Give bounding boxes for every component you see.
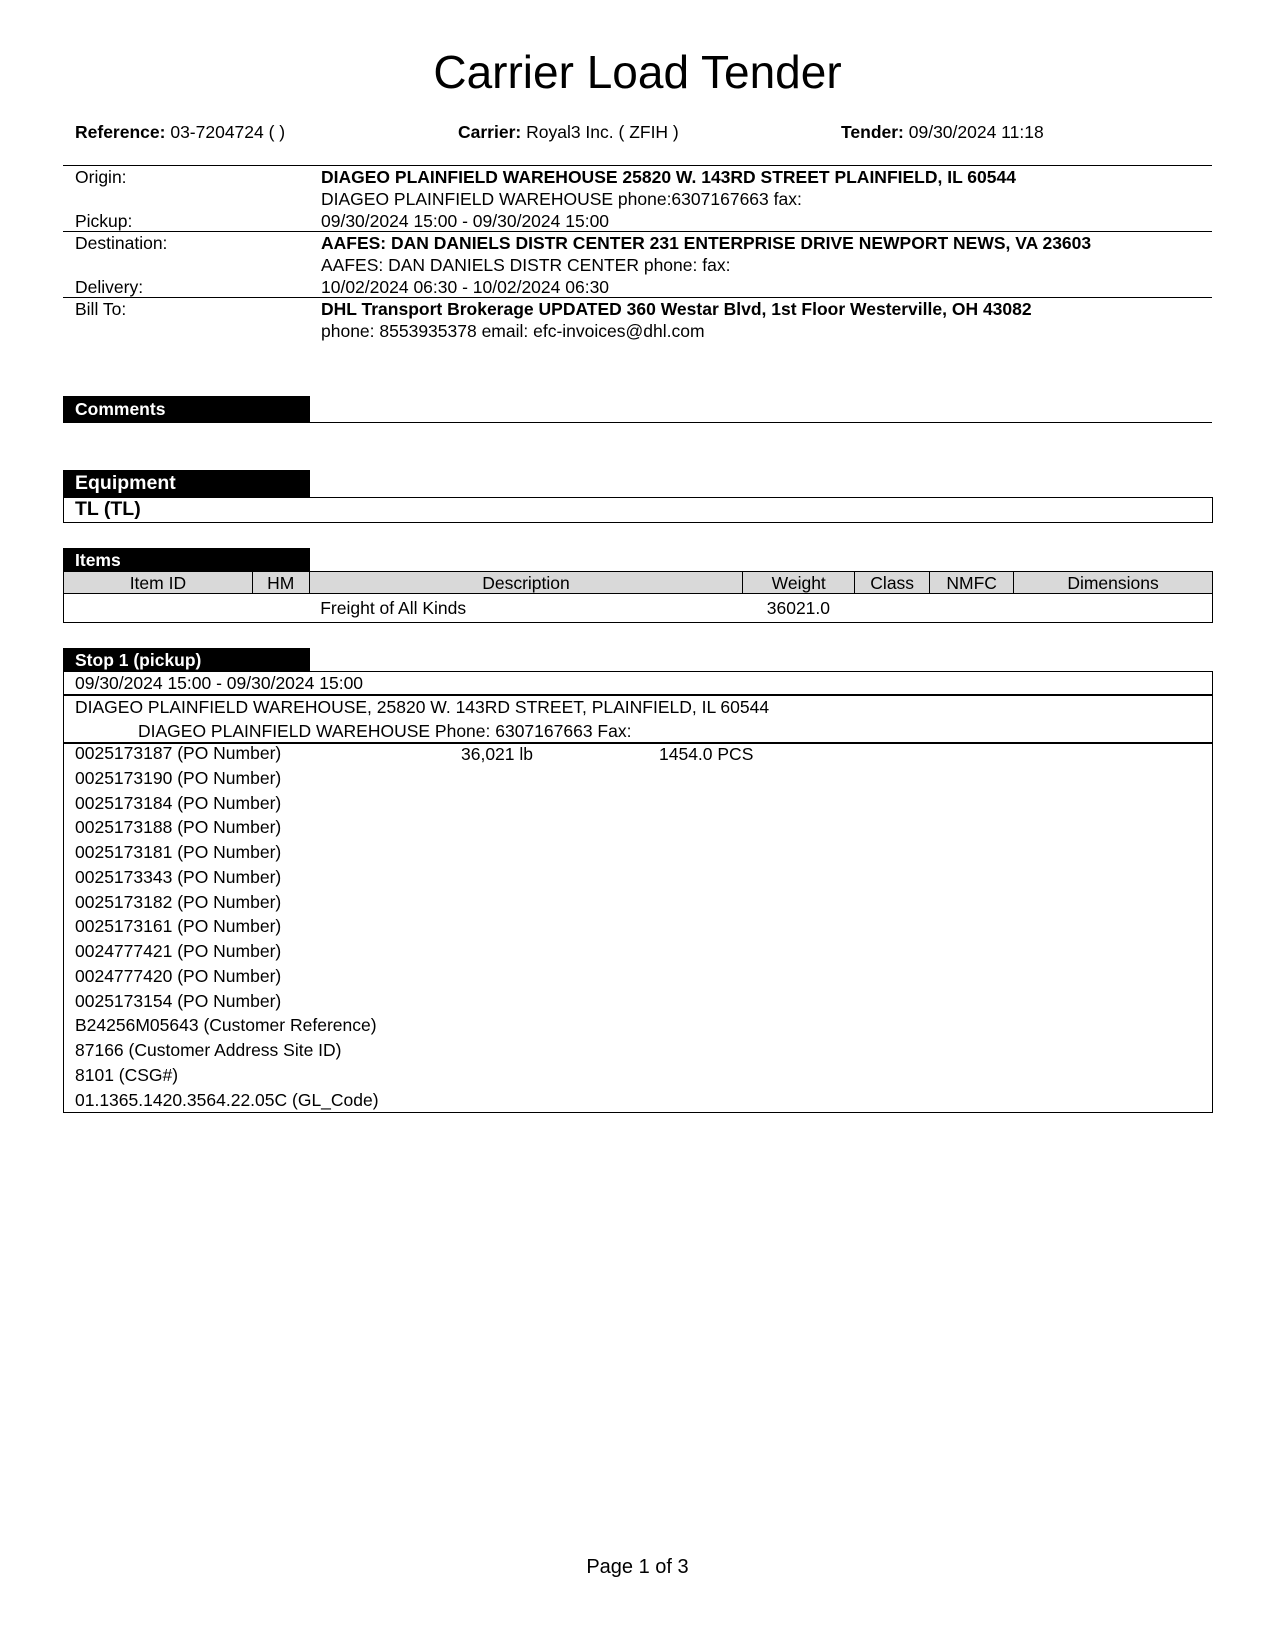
bill-to-label: Bill To: [75,299,127,319]
list-item: 01.1365.1420.3564.22.05C (GL_Code) [75,1089,379,1110]
column-header-weight: Weight [743,572,855,594]
nmfc-cell [930,594,1014,623]
delivery-window: 10/02/2024 06:30 - 10/02/2024 06:30 [321,277,610,297]
tender-field [841,121,1044,143]
pickup-label: Pickup: [75,211,133,231]
column-header-dimensions: Dimensions [1014,572,1213,594]
class-cell [855,594,930,623]
list-item: 0025173190 (PO Number) [75,767,282,788]
destination-label: Destination: [75,233,168,253]
origin-address: DIAGEO PLAINFIELD WAREHOUSE 25820 W. 143RD STREET PLAINFIELD, IL 60544 [321,167,1016,187]
items-table [63,571,1213,623]
list-item: 0025173161 (PO Number) [75,916,282,937]
equipment-value: TL (TL) [63,497,1213,523]
bill-to-address: DHL Transport Brokerage UPDATED 360 Westar Blvd, 1st Floor Westerville, OH 43082 [321,299,1032,319]
stop-address: DIAGEO PLAINFIELD WAREHOUSE, 25820 W. 143RD STREET, PLAINFIELD, IL 60544 [75,697,770,717]
delivery-label: Delivery: [75,277,144,297]
hm-cell [252,594,309,623]
carrier-field [458,121,679,143]
list-item: 0025173184 (PO Number) [75,792,282,813]
list-item: 0024777420 (PO Number) [75,965,282,986]
comments-divider [63,422,1212,423]
pickup-window: 09/30/2024 15:00 - 09/30/2024 15:00 [321,211,610,231]
list-item: 0025173154 (PO Number) [75,990,282,1011]
items-header-row [64,572,1213,594]
carrier-label: Carrier: [458,122,522,142]
origin-label: Origin: [75,167,127,187]
list-item: 0024777421 (PO Number) [75,941,282,961]
stop-weight: 36,021 lb [461,744,534,764]
column-header-item-id: Item ID [64,572,253,594]
stop-header: Stop 1 (pickup) [63,648,310,672]
items-header: Items [63,548,310,571]
list-item: 0025173188 (PO Number) [75,817,282,838]
tender-label: Tender: [841,122,904,142]
carrier-value: Royal3 Inc. ( ZFIH ) [521,122,679,142]
item-id-cell [64,594,253,623]
column-header-class: Class [855,572,930,594]
comments-header: Comments [63,396,310,422]
reference-value: 03-7204724 ( ) [165,122,286,142]
column-header-description: Description [309,572,743,594]
description-cell: Freight of All Kinds [309,594,743,623]
table-row [64,594,1213,623]
column-header-nmfc: NMFC [930,572,1014,594]
origin-contact: DIAGEO PLAINFIELD WAREHOUSE phone:6307167663 fax: [321,189,802,209]
reference-label: Reference: [75,122,166,142]
list-item: 0025173181 (PO Number) [75,842,282,862]
list-item: 8101 (CSG#) [75,1064,179,1085]
bill-to-contact: phone: 8553935378 email: efc-invoices@dhl.com [321,321,705,341]
list-item: B24256M05643 (Customer Reference) [75,1015,377,1036]
list-item: 0025173343 (PO Number) [75,866,282,887]
destination-contact: AAFES: DAN DANIELS DISTR CENTER phone: fax: [321,255,731,275]
stop-contact: DIAGEO PLAINFIELD WAREHOUSE Phone: 6307167663 Fax: [138,721,632,741]
list-item: 0025173182 (PO Number) [75,891,282,912]
tender-value: 09/30/2024 11:18 [903,122,1044,142]
weight-cell: 36021.0 [743,594,855,623]
stop-window: 09/30/2024 15:00 - 09/30/2024 15:00 [75,673,364,693]
list-item: 87166 (Customer Address Site ID) [75,1040,342,1060]
document-title: Carrier Load Tender [433,46,842,98]
stop-pieces: 1454.0 PCS [659,744,754,764]
column-header-hm: HM [252,572,309,594]
page-number: Page 1 of 3 [586,1556,689,1578]
destination-address: AAFES: DAN DANIELS DISTR CENTER 231 ENTERPRISE DRIVE NEWPORT NEWS, VA 23603 [321,233,1092,253]
list-item: 0025173187 (PO Number) [75,743,282,763]
equipment-header: Equipment [63,470,310,497]
dimensions-cell [1014,594,1213,623]
reference-field [75,121,285,143]
